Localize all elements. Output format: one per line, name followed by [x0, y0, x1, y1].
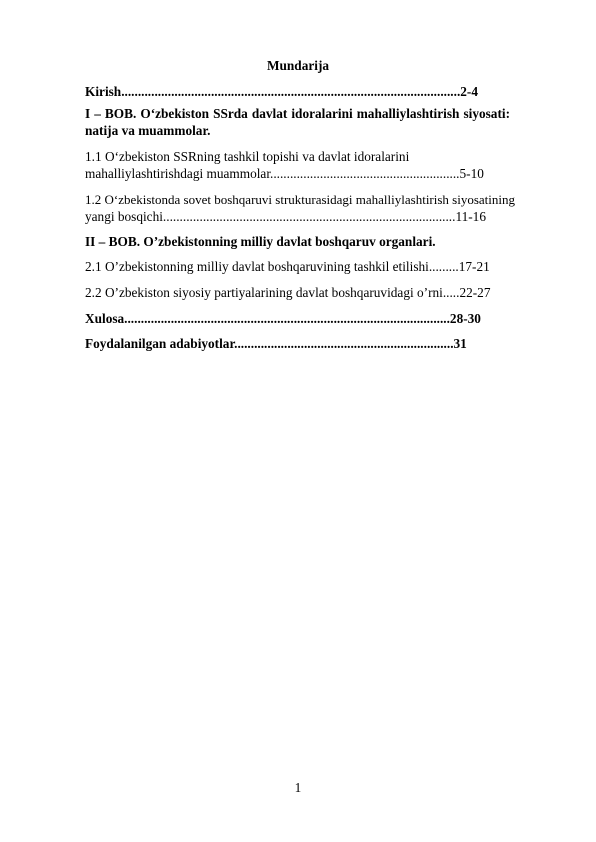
toc-entry-kirish: Kirish......................................................................................................2-4 — [85, 84, 478, 99]
toc-section-2-2: 2.2 O’zbekiston siyosiy partiyalarining davlat boshqaruvidagi o’rni.....22-27 — [85, 285, 491, 300]
toc-section-2-1: 2.1 O’zbekistonning milliy davlat boshqaruvining tashkil etilishi.........17-21 — [85, 259, 490, 274]
toc-section-1-1-line-2: mahalliylashtirishdagi muammolar.........................................................5-10 — [85, 166, 484, 181]
toc-section-1-1-line-1: 1.1 O‘zbekiston SSRning tashkil topishi va davlat idoralarini — [85, 149, 410, 164]
toc-entry-xulosa: Xulosa..................................................................................................28-30 — [85, 311, 481, 326]
toc-section-1-2-line-1: 1.2 O‘zbekistonda sovet boshqaruvi strukturasidagi mahalliylashtirish siyosatining — [85, 192, 516, 207]
toc-chapter-2: II – BOB. O’zbekistonning milliy davlat boshqaruv organlari. — [85, 234, 436, 249]
toc-chapter-1-line-2: natija va muammolar. — [85, 123, 211, 138]
page-title: Mundarija — [266, 58, 330, 73]
toc-section-1-2-line-2: yangi bosqichi........................................................................................11-16 — [85, 209, 486, 224]
toc-chapter-1-line-1: I – BOB. O‘zbekiston SSrda davlat idoralarini mahalliylashtirish siyosati: — [85, 106, 510, 121]
toc-entry-adabiyotlar: Foydalanilgan adabiyotlar..................................................................31 — [85, 336, 467, 351]
page-number: 1 — [294, 780, 302, 795]
